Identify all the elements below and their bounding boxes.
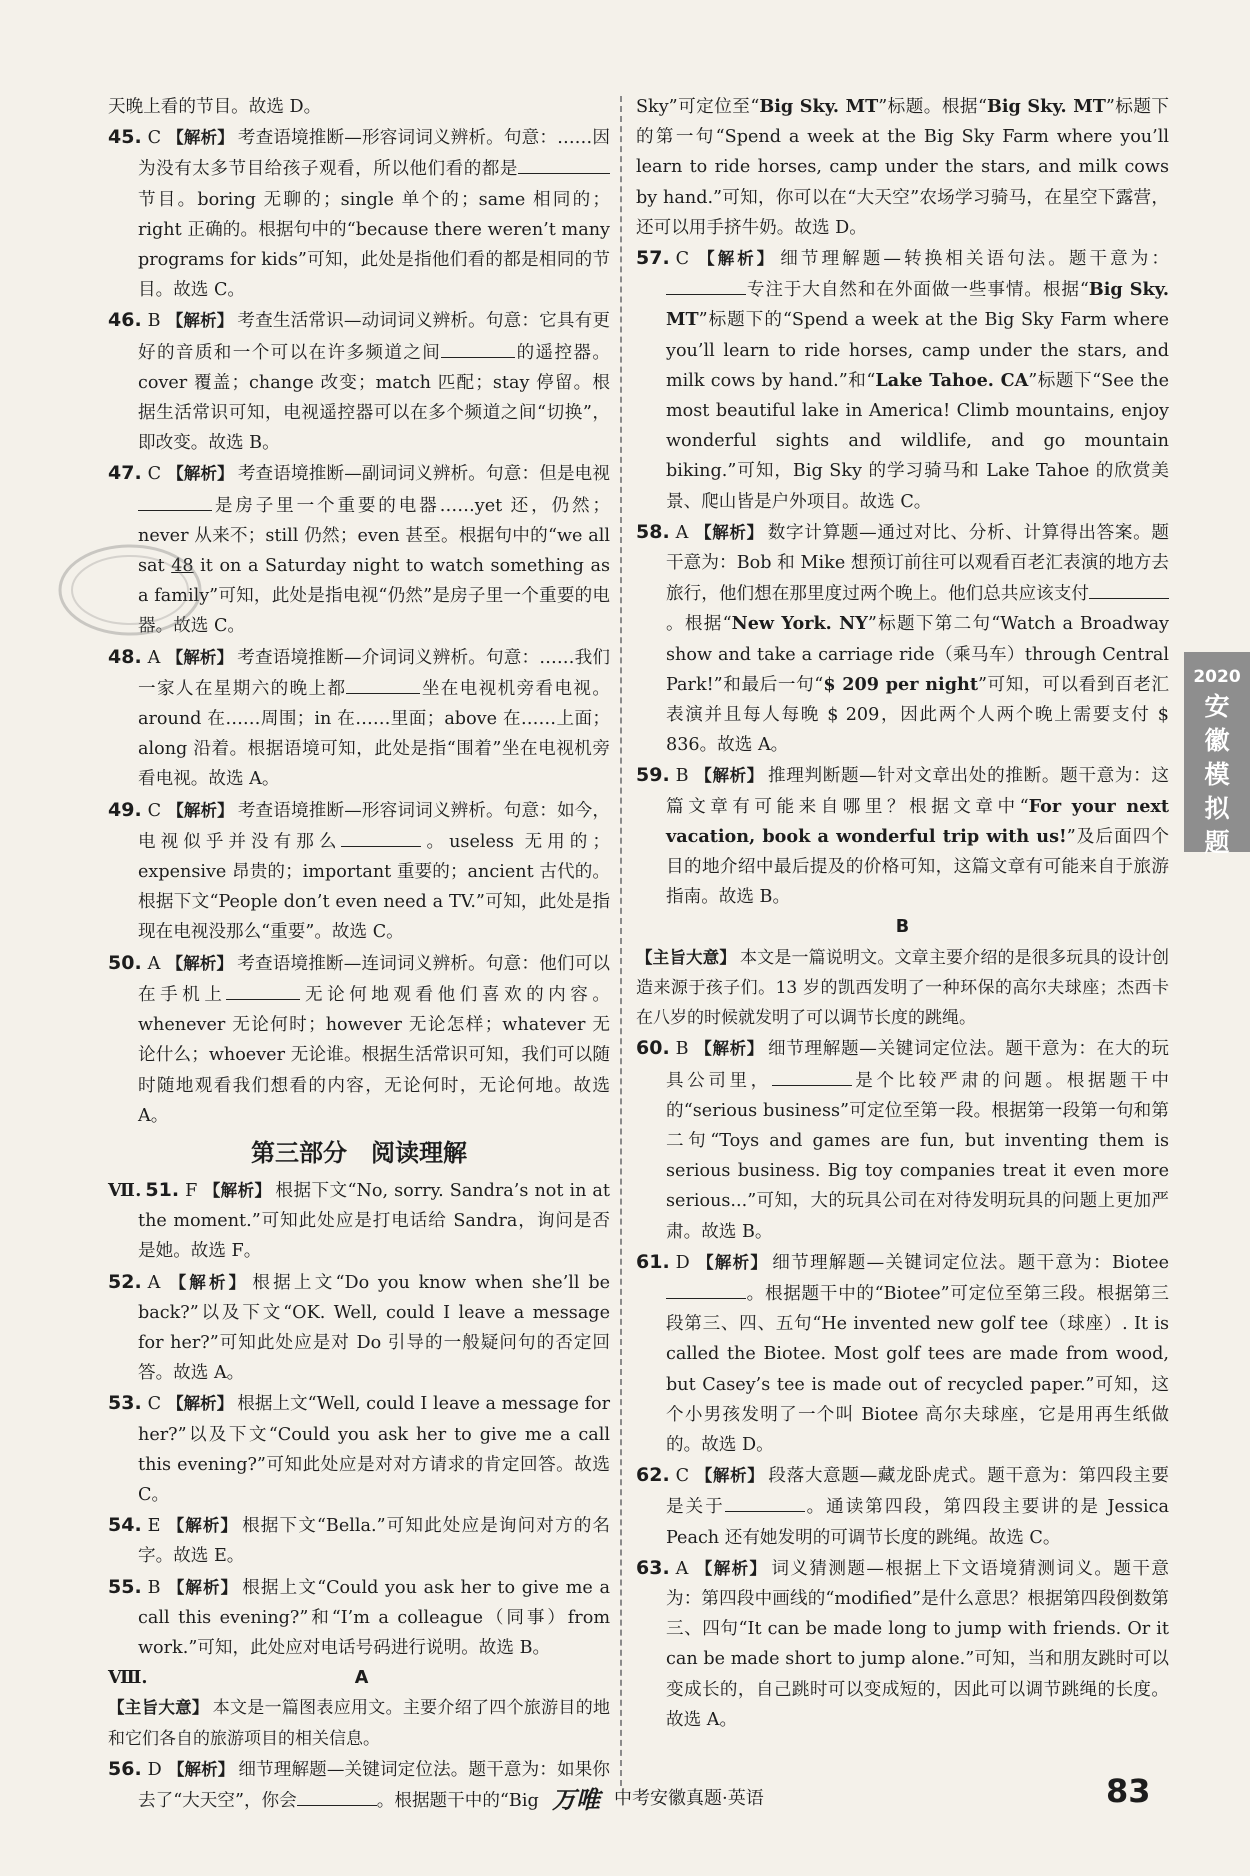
answer-49: 49. C 【解析】 考查语境推断—形容词词义辨析。句意：如今，电视似乎并没有那么 。useless 无用的；expensive 昂贵的；important 重要的；ancient 古代的。根据下文“People don’t even need a TV.”可知，此处是指现在电视没那么“重要”。故选 C。 [108,798,610,943]
blank [341,826,421,847]
answer-63: 63. A 【解析】 词义猜测题—根据上下文语境猜测词义。题干意为：第四段中画线的“modified”是什么意思？根据第四段倒数第三、四句“It can be made long to jump with friends. Or it can be made short to jump alone.”可知，当和朋友跳时可以变成长的，自己跳时可以变成短的，因此可以调节跳绳的长度。故选 A。 [636,1556,1169,1730]
answer-57: 57. C 【解析】 细节理解题—转换相关语句法。题干意为：专注于大自然和在外面做一些事情。根据“Big Sky. MT”标题下的“Spend a week at the Big Sky Farm where you’ll learn to ride horses, camp under the stars, and milk cows by hand.”和“Lake Tahoe. CA”标题下“See the most beautiful lake in America! Climb mountains, enjoy wonderful sights and wildlife, and go mountain biking.”可知，Big Sky 的学习骑马和 Lake Tahoe 的欣赏美景、爬山皆是户外项目。故选 C。 [636,247,1170,512]
blank [772,1065,852,1086]
answer-60: 60. B 【解析】 细节理解题—关键词定位法。题干意为：在大的玩具公司里， 是个比较严肃的问题。根据题干中的“serious business”可定位至第一段。根据第一段第一句和第二句“Toys and games are fun, but inventing them is serious business. Big toy companies treat it even more serious...”可知，大的玩具公司在对待发明玩具的问题上更加严肃。故选 B。 [636,1037,1170,1242]
blank [1089,578,1169,599]
blank [346,673,420,694]
answer-56-continued: Sky”可定位至“Big Sky. MT”标题。根据“Big Sky. MT”标题下的第一句“Spend a week at the Big Sky Farm where you’ll learn to ride horses, camp under the stars, and milk cows by hand.”可知，你可以在“大天空”农场学习骑马，在星空下露营，还可以用手挤牛奶。故选 D。 [636,96,1169,238]
right-column [636,92,1169,1735]
answer-54: 54. E 【解析】 根据下文“Bella.”可知此处应是询问对方的名字。故选 E。 [108,1514,611,1567]
answer-45: 45. C 【解析】 考查语境推断—形容词词义辨析。句意：……因为没有太多节目给孩子观看，所以他们看的都是节目。boring 无聊的；single 单个的；same 相同的；right 正确的。根据句中的“because there weren’t many programs for kids”可知，此处是指他们看的都是相同的节目。故选 C。 [108,126,610,301]
intro-line: 天晚上看的节目。故选 D。 [108,97,322,117]
page-number: 83 [1106,1772,1151,1810]
brand-logo: 万唯 [552,1786,600,1814]
answer-55: 55. B 【解析】 根据上文“Could you ask her to give me a call this evening?”和“I’m a colleague（同事）from work.”可知，此处应对电话号码进行说明。故选 B。 [108,1575,611,1658]
blank [666,1278,746,1299]
answer-59: 59. B 【解析】 推理判断题—针对文章出处的推断。题干意为：这篇文章有可能来自哪里？根据文章中“For your next vacation, book a wonderful trip with us!”及后面四个目的地介绍中最后提及的价格可知，这篇文章有可能来自于旅游指南。故选 B。 [636,764,1170,908]
side-tab-year: 2020 [1193,667,1241,687]
book-title: 中考安徽真题·英语 [614,1788,764,1809]
side-tab [1184,652,1250,857]
answer-62: 62. C 【解析】 段落大意题—藏龙卧虎式。题干意为：第四段主要是关于 。通读第四段，第四段主要讲的是 Jessica Peach 还有她发明的可调节长度的跳绳。故选 C。 [636,1464,1169,1548]
answer-46: 46. B 【解析】 考查生活常识—动词词义辨析。句意：它具有更好的音质和一个可以在许多频道之间 的遥控器。cover 覆盖；change 改变；match 匹配；stay 停留。根据生活常识可知，电视遥控器可以在多个频道之间“切换”，即改变。故选 B。 [108,309,610,454]
answer-48: 48. A 【解析】 考查语境推断—介词词义辨析。句意：……我们一家人在星期六的晚上都 坐在电视机旁看电视。around 在……周围；in 在……里面；above 在……上面；along 沿着。根据语境可知，此处是指“围着”坐在电视机旁看电视。故选 A。 [108,645,610,790]
answer-56: 56. D 【解析】 细节理解题—关键词定位法。题干意为：如果你去了“大天空”，你会 。根据题干中的“Big [108,1757,610,1811]
answer-52: 52. A 【解析】 根据上文“Do you know when she’ll be back?”以及下文“OK. Well, could I leave a message for her?”可知此处应是对 Do 引导的一般疑问句的否定回答。故选 A。 [108,1270,611,1384]
left-column [108,92,610,1816]
blank-48: 48 [171,556,194,577]
answer-51: Ⅶ. 51. F 【解析】 根据下文“No, sorry. Sandra’s not in at the moment.”可知此处应是打电话给 Sandra，询问是否是她。故选 F。 [108,1178,610,1262]
footer [0,1772,1250,1832]
blank [441,337,515,358]
answer-53: 53. C 【解析】 根据上文“Well, could I leave a message for her?”以及下文“Could you ask her to give me a call this evening?”可知此处应是对对方请求的肯定回答。故选 C。 [108,1392,611,1505]
column-divider [620,96,622,1786]
blank [725,1491,805,1512]
section-title: 第三部分 阅读理解 [251,1138,467,1167]
side-tab-title: 安 徽 模 拟 题 [1204,692,1230,857]
blank [226,979,300,1000]
part-8-heading: Ⅷ. A [108,1667,369,1689]
blank [138,490,212,511]
answer-47: 47. C 【解析】 考查语境推断—副词词义辨析。句意：但是电视是房子里一个重要的电器……yet 还，仍然；never 从来不；still 仍然；even 甚至。根据句中的“we all sat 48 it on a Saturday night to watch something as a family”可知，此处是指电视“仍然”是房子里一个重要的电器。故选 C。 [108,462,610,637]
blank [518,153,610,174]
answer-61: 61. D 【解析】 细节理解题—关键词定位法。题干意为：Biotee。根据题干中的“Biotee”可定位至第三段。根据第三段第三、四、五句“He invented new golf tee（球座）. It is called the Biotee. Most golf tees are made from wood, but Casey’s tee is made out of recycled paper.”可知，这个小男孩发明了一个叫 Biotee 高尔夫球座，它是用再生纸做的。故选 D。 [636,1250,1170,1455]
answer-50: 50. A 【解析】 考查语境推断—连词词义辨析。句意：他们可以在手机上 无论何地观看他们喜欢的内容。whenever 无论何时；however 无论怎样；whatever 无论什么；whoever 无论谁。根据生活常识可知，我们可以随时随地观看我们想看的内容，无论何时，无论何地。故选 A。 [108,951,610,1126]
blank [666,274,746,295]
answer-58: 58. A 【解析】 数字计算题—通过对比、分析、计算得出答案。题干意为：Bob 和 Mike 想预订前往可以观看百老汇表演的地方去旅行，他们想在那里度过两个晚上。他们总共应该支付。根据“New York. NY”标题下第二句“Watch a Broadway show and take a carriage ride（乘马车）through Central Park!”和最后一句“$ 209 per night”可知，可以看到百老汇表演并且每人每晚 $ 209，因此两个人两个晚上需要支付 $ 836。故选 A。 [636,520,1169,756]
summary-a: 【主旨大意】 本文是一篇图表应用文。主要介绍了四个旅游目的地和它们各自的旅游项目的相关信息。 [108,1698,611,1749]
summary-b: 【主旨大意】 本文是一篇说明文。文章主要介绍的是很多玩具的设计创造来源于孩子们。13 岁的凯西发明了一种环保的高尔夫球座；杰西卡在八岁的时候就发明了可以调节长度的跳绳。 [636,947,1169,1029]
part-b-label: B [895,917,910,938]
